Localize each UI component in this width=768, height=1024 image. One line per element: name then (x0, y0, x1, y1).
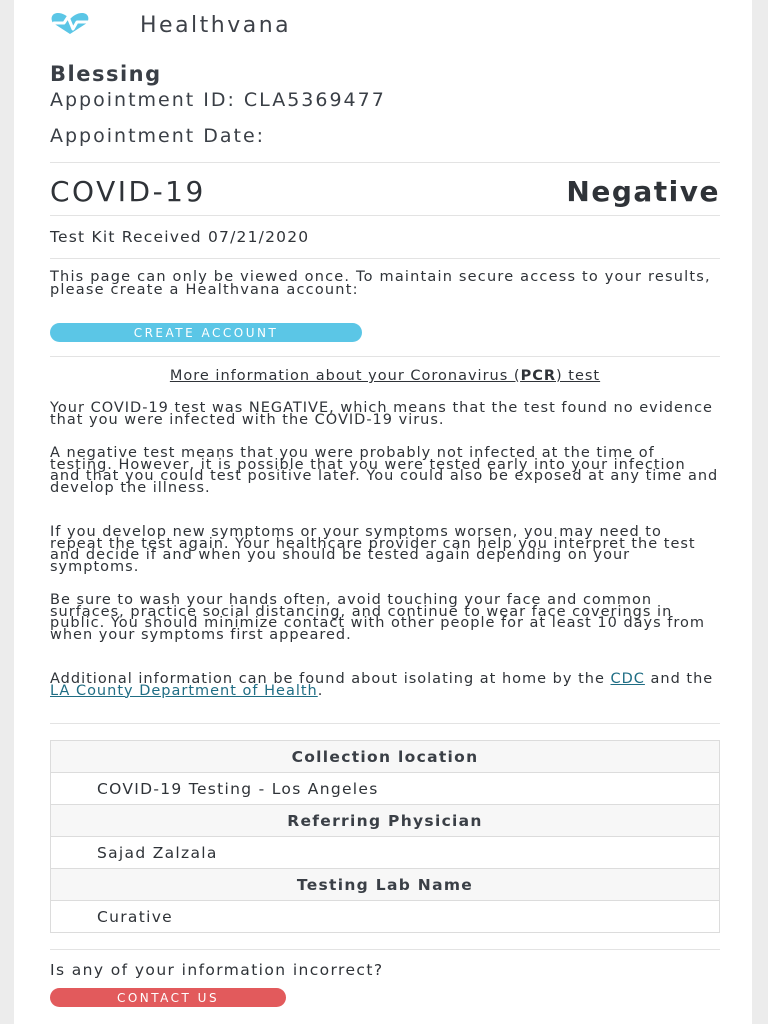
appointment-date: Appointment Date: (50, 125, 266, 147)
cdc-link[interactable]: CDC (610, 671, 645, 687)
referring-physician-value: Sajad Zalzala (51, 837, 720, 869)
result-row (50, 172, 720, 210)
more-info-pcr: PCR (520, 368, 556, 384)
additional-info-paragraph (50, 671, 720, 699)
result-value: Negative (566, 174, 720, 208)
heart-logo-icon (50, 10, 118, 40)
more-info-prefix: More information about your Coronavirus ( (169, 368, 521, 384)
negative-result-paragraph: Your COVID-19 test was NEGATIVE, which means that the test found no evidence that you were infected with the COVID-19 virus. (50, 400, 713, 428)
additional-info-suffix: . (317, 682, 324, 699)
la-county-link[interactable]: LA County Department of Health (50, 682, 318, 699)
divider (50, 258, 720, 259)
test-name: COVID-19 (50, 174, 206, 208)
testing-lab-header: Testing Lab Name (51, 869, 720, 901)
divider (50, 949, 720, 950)
incorrect-info-question: Is any of your information incorrect? (50, 961, 384, 979)
brand-header (50, 8, 291, 42)
details-table (50, 740, 720, 933)
collection-location-header: Collection location (51, 741, 720, 773)
testing-lab-value: Curative (51, 901, 720, 933)
create-account-button[interactable]: CREATE ACCOUNT (50, 323, 362, 342)
referring-physician-header: Referring Physician (51, 805, 720, 837)
kit-received: Test Kit Received 07/21/2020 (50, 228, 310, 246)
divider (50, 356, 720, 357)
appointment-id: Appointment ID: CLA5369477 (50, 89, 386, 111)
contact-us-button[interactable]: CONTACT US (50, 988, 286, 1007)
additional-info-middle: and the (644, 671, 714, 687)
divider (50, 162, 720, 163)
more-info-suffix: ) test (556, 368, 601, 384)
additional-info-prefix: Additional information can be found about isolating at home by the (50, 671, 611, 687)
results-card (14, 0, 752, 1024)
negative-meaning-paragraph: A negative test means that you were probably not infected at the time of testing. However, it is possible that you were tested early into your infection and that you could test positive later. You could also be exposed at any time and develop the illness. (50, 445, 719, 496)
brand-name: Healthvana (140, 12, 292, 38)
more-info-link[interactable] (50, 370, 720, 382)
new-symptoms-paragraph: If you develop new symptoms or your symptoms worsen, you may need to repeat the test again. Your healthcare provider can help you interpret the test and decide if and when you should be tested again depending on your symptoms. (50, 524, 696, 575)
view-once-notice: This page can only be viewed once. To maintain secure access to your results, please create a Healthvana account: (50, 269, 711, 298)
patient-name: Blessing (50, 62, 162, 86)
divider (50, 215, 720, 216)
collection-location-value: COVID-19 Testing - Los Angeles (51, 773, 720, 805)
precautions-paragraph: Be sure to wash your hands often, avoid touching your face and common surfaces, practice social distancing, and continue to wear face coverings in public. You should minimize contact with other people for at least 10 days from when your symptoms first appeared. (50, 592, 706, 643)
divider (50, 723, 720, 724)
